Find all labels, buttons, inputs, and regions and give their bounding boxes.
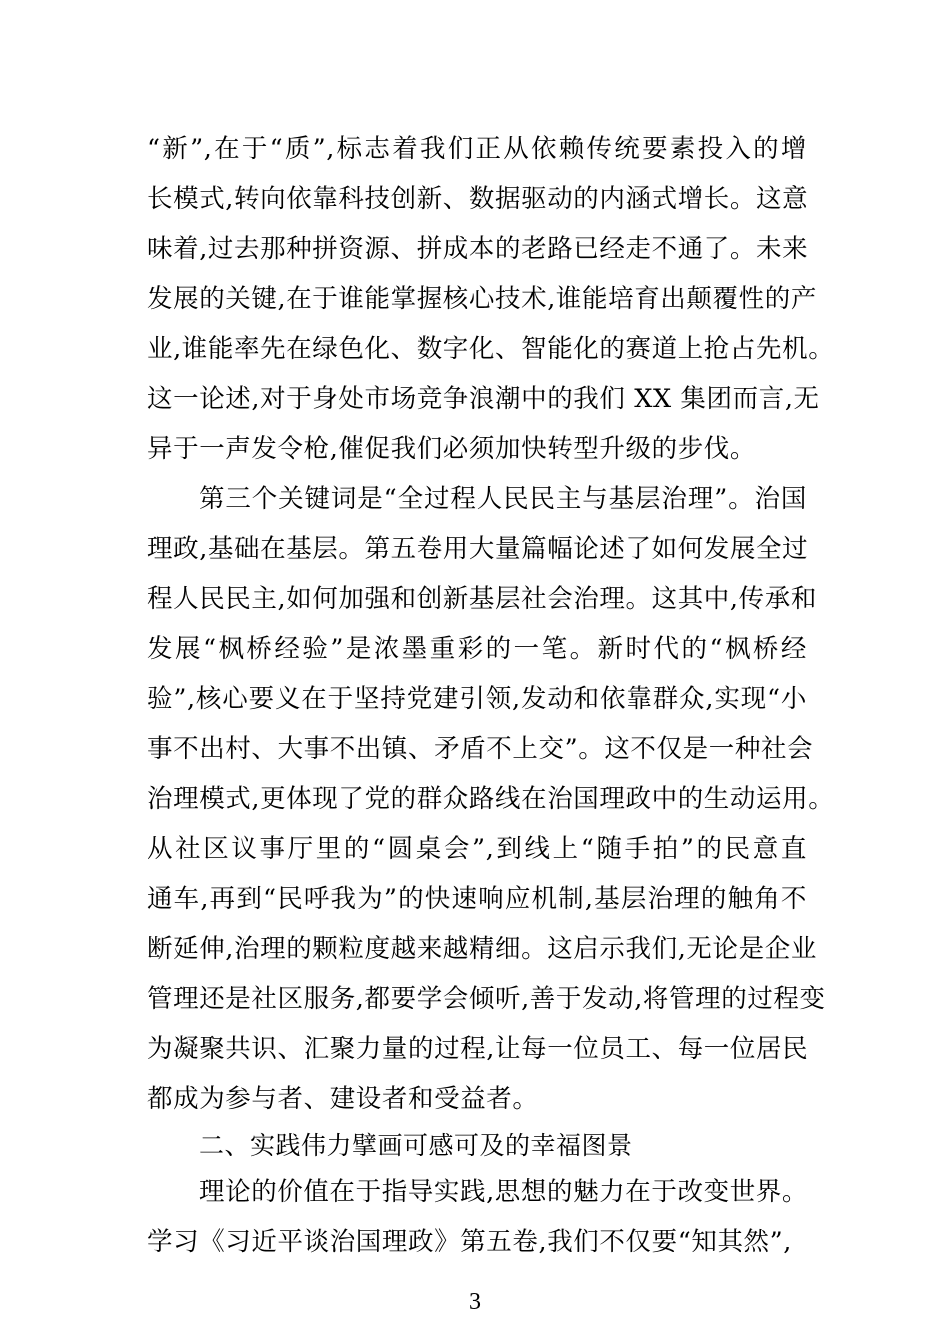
paragraph-1-line-7: 异于一声发令枪,催促我们必须加快转型升级的步伐。	[147, 434, 757, 464]
page-number: 3	[469, 1289, 481, 1315]
paragraph-2-line-4: 发展“枫桥经验”是浓墨重彩的一笔。新时代的“枫桥经	[147, 634, 807, 664]
section-heading: 二、实践伟力擘画可感可及的幸福图景	[199, 1131, 633, 1160]
paragraph-2-line-2: 理政,基础在基层。第五卷用大量篇幅论述了如何发展全过	[147, 534, 809, 564]
paragraph-1-line-4: 发展的关键,在于谁能掌握核心技术,谁能培育出颠覆性的产	[147, 284, 817, 314]
paragraph-2-line-10: 断延伸,治理的颗粒度越来越精细。这启示我们,无论是企业	[147, 934, 817, 964]
paragraph-2-line-6: 事不出村、大事不出镇、矛盾不上交”。这不仅是一种社会	[147, 734, 814, 764]
paragraph-3-line-1: 理论的价值在于指导实践,思想的魅力在于改变世界。	[199, 1177, 809, 1207]
paragraph-2-line-9: 通车,再到“民呼我为”的快速响应机制,基层治理的触角不	[147, 884, 807, 914]
paragraph-2-line-11: 管理还是社区服务,都要学会倾听,善于发动,将管理的过程变	[147, 984, 826, 1014]
paragraph-1-line-1: “新”,在于“质”,标志着我们正从依赖传统要素投入的增	[147, 134, 807, 164]
paragraph-1-line-2: 长模式,转向依靠科技创新、数据驱动的内涵式增长。这意	[147, 184, 809, 214]
paragraph-2-line-3: 程人民民主,如何加强和创新基层社会治理。这其中,传承和	[147, 584, 817, 614]
paragraph-2-line-7: 治理模式,更体现了党的群众路线在治国理政中的生动运用。	[147, 784, 835, 814]
paragraph-1-line-5: 业,谁能率先在绿色化、数字化、智能化的赛道上抢占先机。	[147, 334, 835, 364]
paragraph-2-line-12: 为凝聚共识、汇聚力量的过程,让每一位员工、每一位居民	[147, 1034, 809, 1064]
paragraph-2-line-5: 验”,核心要义在于坚持党建引领,发动和依靠群众,实现“小	[147, 684, 807, 714]
paragraph-3-line-2: 学习《习近平谈治国理政》第五卷,我们不仅要“知其然”,	[147, 1227, 792, 1257]
paragraph-1-line-3: 味着,过去那种拼资源、拼成本的老路已经走不通了。未来	[147, 234, 809, 264]
paragraph-2-line-1: 第三个关键词是“全过程人民民主与基层治理”。治国	[199, 484, 807, 514]
paragraph-2-line-13: 都成为参与者、建设者和受益者。	[147, 1084, 539, 1114]
paragraph-1-line-6: 这一论述,对于身处市场竞争浪潮中的我们 XX 集团而言,无	[147, 384, 820, 414]
paragraph-2-line-8: 从社区议事厅里的“圆桌会”,到线上“随手拍”的民意直	[147, 834, 807, 864]
